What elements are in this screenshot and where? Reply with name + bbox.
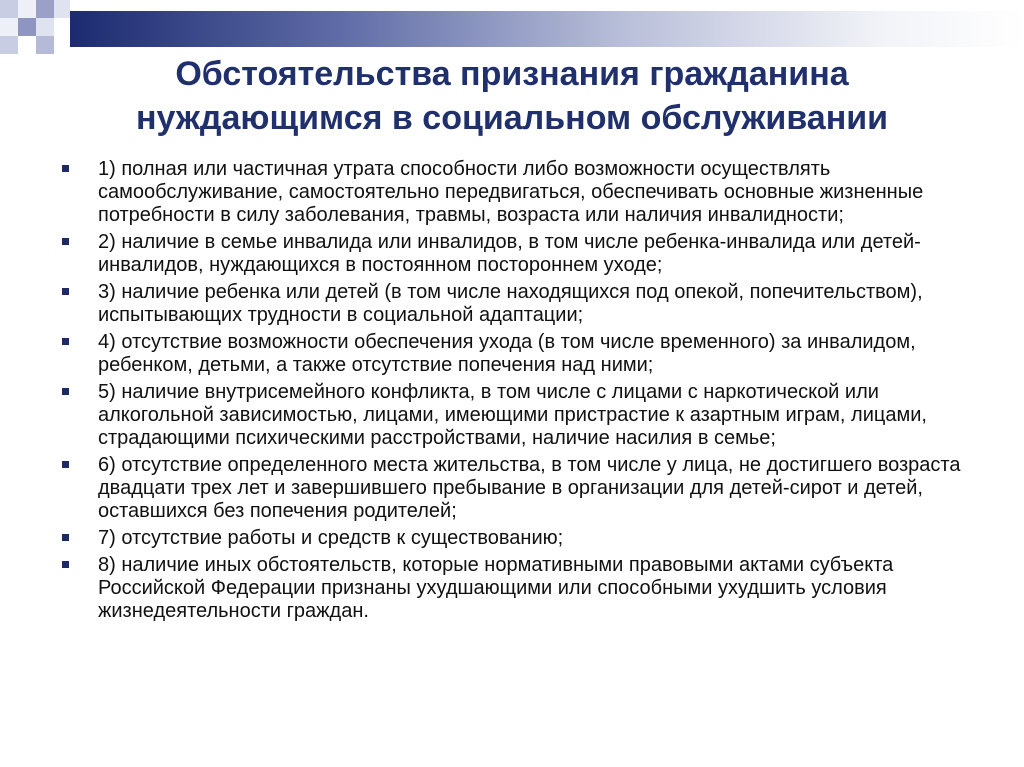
list-item: [60, 231, 980, 277]
slide-title-line2: нуждающимся в социальном обслуживании: [135, 99, 889, 137]
list-item: [60, 454, 980, 523]
decor-square: [0, 18, 18, 36]
square-bullet-icon: [62, 461, 69, 468]
decor-square: [36, 18, 54, 36]
slide-title-line1: Обстоятельства признания гражданина: [175, 55, 849, 93]
list-item-text: 8) наличие иных обстоятельств, которые нормативными правовыми актами субъекта Российской Федерации признаны ухудшающими или способными ухудшить условия жизнедеятельности граждан.: [98, 554, 894, 622]
header-gradient-bar: [70, 11, 1024, 47]
square-bullet-icon: [62, 388, 69, 395]
list-item-text: 2) наличие в семье инвалида или инвалидов, в том числе ребенка-инвалида или детей-инвалидов, нуждающихся в постоянном постороннем уходе;: [98, 231, 921, 276]
list-item: [60, 331, 980, 377]
square-bullet-icon: [62, 338, 69, 345]
slide-title: [40, 52, 984, 140]
decor-square: [0, 0, 18, 18]
decor-square: [18, 18, 36, 36]
decor-square: [18, 0, 36, 18]
list-item-text: 7) отсутствие работы и средств к существованию;: [98, 527, 564, 549]
decor-square: [0, 36, 18, 54]
list-item-text: 5) наличие внутрисемейного конфликта, в том числе с лицами с наркотической или алкогольной зависимостью, лицами, имеющими пристрастие к азартным играм, лицами, страдающими психическими расстройствами, наличие насилия в семье;: [98, 381, 927, 449]
decor-square: [36, 0, 54, 18]
square-bullet-icon: [62, 288, 69, 295]
square-bullet-icon: [62, 165, 69, 172]
list-item-text: 6) отсутствие определенного места жительства, в том числе у лица, не достигшего возраста двадцати трех лет и завершившего пребывание в организации для детей-сирот и детей, оставшихся без попечения родителей;: [98, 454, 961, 522]
list-item: [60, 281, 980, 327]
square-bullet-icon: [62, 561, 69, 568]
decor-square: [54, 0, 70, 18]
square-bullet-icon: [62, 238, 69, 245]
list-item-text: 4) отсутствие возможности обеспечения ухода (в том числе временного) за инвалидом, ребенком, детьми, а также отсутствие попечения над ними;: [98, 331, 916, 376]
list-item: [60, 527, 980, 550]
criteria-list: [60, 158, 980, 627]
list-item-text: 3) наличие ребенка или детей (в том числе находящихся под опекой, попечительством), испытывающих трудности в социальной адаптации;: [98, 281, 923, 326]
list-item: [60, 381, 980, 450]
list-item: [60, 554, 980, 623]
list-item: [60, 158, 980, 227]
list-item-text: 1) полная или частичная утрата способности либо возможности осуществлять самообслуживание, самостоятельно передвигаться, обеспечивать основные жизненные потребности в силу заболевания, травмы, возраста или наличия инвалидности;: [98, 158, 924, 226]
square-bullet-icon: [62, 534, 69, 541]
